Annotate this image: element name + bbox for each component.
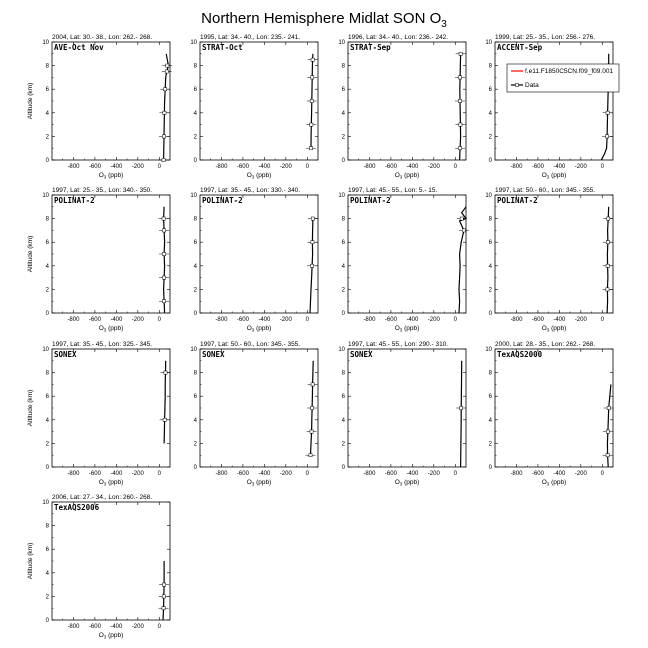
data-marker	[607, 406, 610, 409]
y-tick-label: 0	[341, 311, 345, 317]
x-tick-label: -400	[110, 624, 123, 630]
y-tick-label: 10	[485, 193, 492, 199]
data-marker	[310, 99, 313, 102]
y-tick-label: 8	[488, 63, 492, 70]
panel-13	[27, 494, 170, 640]
y-tick-label: 0	[193, 465, 197, 471]
x-tick-label: -200	[427, 471, 440, 477]
panel-frame	[52, 502, 170, 620]
x-tick-label: -200	[279, 164, 292, 170]
panel-6	[190, 187, 318, 333]
data-marker	[606, 111, 609, 114]
panel-header: 1997, Lat: 35.- 45., Lon: 330.- 340.	[200, 187, 301, 194]
panel-7	[338, 187, 469, 333]
y-tick-label: 4	[341, 263, 345, 270]
data-marker	[164, 371, 167, 374]
y-tick-label: 10	[42, 193, 49, 199]
y-tick-label: 10	[338, 347, 345, 353]
y-tick-label: 4	[193, 417, 197, 424]
y-tick-label: 6	[45, 394, 49, 401]
x-axis-label: $O_3$ (ppb)	[98, 325, 124, 333]
data-line	[164, 207, 165, 313]
x-tick-label: -800	[215, 164, 228, 170]
panel-frame	[348, 42, 466, 160]
x-tick-label: -600	[88, 471, 101, 477]
panel-frame	[495, 42, 613, 160]
legend-data-marker	[516, 84, 519, 87]
panel-frame	[495, 195, 613, 313]
x-tick-label: -200	[131, 624, 144, 630]
data-marker	[606, 454, 609, 457]
y-tick-label: 6	[45, 240, 49, 247]
data-marker	[163, 276, 166, 279]
y-tick-label: 0	[341, 158, 345, 164]
data-marker	[310, 430, 313, 433]
legend-model-label: f.e11.F1850C5CN.f09_f09.001	[525, 68, 614, 75]
data-marker	[163, 583, 166, 586]
x-tick-label: 0	[453, 317, 457, 323]
panel-frame	[200, 42, 318, 160]
x-tick-label: -200	[574, 164, 587, 170]
y-tick-label: 0	[45, 465, 49, 471]
x-tick-label: 0	[453, 471, 457, 477]
x-tick-label: -600	[384, 317, 397, 323]
y-tick-label: 4	[193, 263, 197, 270]
panel-5	[27, 187, 170, 333]
panel-title: POLINAT-2	[202, 196, 243, 205]
y-tick-label: 8	[45, 370, 49, 377]
y-tick-label: 8	[488, 370, 492, 377]
x-tick-label: -600	[531, 317, 544, 323]
data-marker	[606, 430, 609, 433]
y-tick-label: 10	[190, 347, 197, 353]
data-marker	[310, 123, 313, 126]
y-tick-label: 0	[45, 158, 49, 164]
y-tick-label: 10	[338, 193, 345, 199]
data-marker	[311, 58, 314, 61]
y-tick-label: 6	[341, 240, 345, 247]
data-marker	[162, 135, 165, 138]
x-axis-label: $O_3$ (ppb)	[246, 325, 272, 333]
y-tick-label: 8	[341, 63, 345, 70]
x-tick-label: -400	[110, 317, 123, 323]
y-tick-label: 0	[488, 465, 492, 471]
panel-header: 1997, Lat: 50.- 60., Lon: 345.- 355.	[495, 187, 596, 194]
y-tick-label: 10	[190, 40, 197, 46]
x-tick-label: -800	[215, 471, 228, 477]
y-axis-label: Altitude (km)	[27, 542, 34, 580]
data-marker	[311, 264, 314, 267]
y-tick-label: 2	[193, 134, 197, 141]
y-tick-label: 0	[45, 311, 49, 317]
panels	[27, 34, 619, 640]
y-tick-label: 0	[488, 158, 492, 164]
y-tick-label: 4	[45, 263, 49, 270]
data-marker	[311, 76, 314, 79]
legend	[507, 64, 619, 92]
panel-title: POLINAT-2	[497, 196, 538, 205]
y-axis-label: Altitude (km)	[27, 235, 34, 273]
y-tick-label: 2	[45, 287, 49, 294]
panel-title: POLINAT-2	[54, 196, 95, 205]
data-marker	[163, 300, 166, 303]
x-tick-label: -600	[236, 164, 249, 170]
y-tick-label: 2	[341, 287, 345, 294]
data-marker	[458, 99, 461, 102]
data-marker	[309, 454, 312, 457]
y-tick-label: 4	[45, 417, 49, 424]
x-tick-label: 0	[305, 317, 309, 323]
x-tick-label: -400	[258, 317, 271, 323]
x-tick-label: -800	[67, 317, 80, 323]
y-tick-label: 8	[488, 216, 492, 223]
x-tick-label: -400	[110, 164, 123, 170]
x-tick-label: 0	[600, 317, 604, 323]
panel-title: SONEX	[54, 350, 77, 359]
panel-title: ACCENT-Sep	[497, 43, 543, 52]
x-tick-label: -200	[279, 317, 292, 323]
y-tick-label: 2	[193, 287, 197, 294]
y-tick-label: 2	[45, 441, 49, 448]
x-tick-label: 0	[600, 471, 604, 477]
panel-header: 2004, Lat: 30.- 38., Lon: 262.- 268.	[52, 34, 153, 41]
data-line	[163, 561, 164, 620]
panel-title: STRAT-Oct	[202, 43, 243, 52]
y-tick-label: 6	[45, 87, 49, 94]
x-tick-label: -600	[88, 164, 101, 170]
panel-title: TexAQS2000	[497, 350, 543, 359]
panel-title: STRAT-Sep	[350, 43, 391, 52]
data-line	[459, 207, 466, 313]
data-line	[461, 361, 462, 467]
x-axis-label: $O_3$ (ppb)	[394, 479, 420, 487]
panel-header: 1997, Lat: 25.- 35., Lon: 340.- 350.	[52, 187, 153, 194]
x-axis-label: $O_3$ (ppb)	[98, 172, 124, 180]
y-tick-label: 10	[485, 40, 492, 46]
x-axis-label: $O_3$ (ppb)	[246, 172, 272, 180]
y-tick-label: 4	[193, 110, 197, 117]
data-marker	[606, 264, 609, 267]
y-tick-label: 0	[341, 465, 345, 471]
y-tick-label: 4	[488, 263, 492, 270]
y-tick-label: 4	[341, 417, 345, 424]
y-axis-label: Altitude (km)	[27, 389, 34, 427]
data-marker	[459, 147, 462, 150]
x-tick-label: -200	[131, 164, 144, 170]
panel-title: TexAQS2006	[54, 503, 100, 512]
x-axis-label: $O_3$ (ppb)	[98, 632, 124, 640]
data-marker	[311, 383, 314, 386]
panel-frame	[52, 349, 170, 467]
y-tick-label: 4	[488, 110, 492, 117]
x-tick-label: -800	[215, 317, 228, 323]
panel-frame	[348, 195, 466, 313]
panel-9	[27, 341, 170, 487]
panel-header: 1997, Lat: 45.- 55., Lon: 290.- 310.	[348, 341, 449, 348]
data-marker	[162, 158, 165, 161]
y-tick-label: 6	[488, 87, 492, 94]
y-tick-label: 4	[45, 570, 49, 577]
y-tick-label: 2	[341, 134, 345, 141]
legend-data-label: Data	[525, 82, 539, 89]
panel-header: 2000, Lat: 28.- 35., Lon: 262.- 268.	[495, 341, 596, 348]
y-tick-label: 4	[488, 417, 492, 424]
panel-title: AVE-Oct Nov	[54, 43, 104, 52]
data-marker	[165, 70, 168, 73]
x-tick-label: -800	[510, 471, 523, 477]
x-axis-label: $O_3$ (ppb)	[394, 172, 420, 180]
data-marker	[606, 241, 609, 244]
data-marker	[462, 229, 465, 232]
y-tick-label: 6	[341, 394, 345, 401]
y-tick-label: 8	[45, 63, 49, 70]
y-tick-label: 8	[193, 216, 197, 223]
y-tick-label: 10	[42, 500, 49, 506]
data-marker	[162, 595, 165, 598]
data-marker	[164, 88, 167, 91]
panel-10	[190, 341, 318, 487]
y-tick-label: 6	[193, 394, 197, 401]
x-tick-label: -400	[406, 317, 419, 323]
y-tick-label: 0	[193, 311, 197, 317]
data-marker	[459, 123, 462, 126]
y-tick-label: 4	[341, 110, 345, 117]
x-axis-label: $O_3$ (ppb)	[541, 325, 567, 333]
y-tick-label: 0	[488, 311, 492, 317]
data-marker	[162, 217, 165, 220]
y-tick-label: 6	[193, 240, 197, 247]
y-tick-label: 2	[45, 594, 49, 601]
panel-frame	[348, 349, 466, 467]
y-tick-label: 10	[42, 347, 49, 353]
panel-header: 1999, Lat: 25.- 35., Lon: 256.- 276.	[495, 34, 596, 41]
panel-4	[485, 34, 619, 180]
y-tick-label: 8	[45, 523, 49, 530]
x-tick-label: -600	[88, 317, 101, 323]
y-tick-label: 6	[193, 87, 197, 94]
x-axis-label: $O_3$ (ppb)	[98, 479, 124, 487]
data-marker	[460, 406, 463, 409]
y-tick-label: 4	[45, 110, 49, 117]
y-axis-label: Altitude (km)	[27, 82, 34, 120]
data-marker	[607, 217, 610, 220]
data-marker	[606, 135, 609, 138]
panel-header: 1997, Lat: 50.- 60., Lon: 345.- 355.	[200, 341, 301, 348]
panel-2	[190, 34, 318, 180]
x-tick-label: -800	[363, 317, 376, 323]
y-tick-label: 6	[488, 394, 492, 401]
data-marker	[309, 147, 312, 150]
x-tick-label: -200	[574, 471, 587, 477]
x-tick-label: -600	[88, 624, 101, 630]
panel-12	[485, 341, 613, 487]
x-tick-label: -600	[236, 471, 249, 477]
x-tick-label: 0	[600, 164, 604, 170]
panel-8	[485, 187, 613, 333]
x-tick-label: -800	[67, 624, 80, 630]
panel-header: 2006, Lat: 27.- 34., Lon: 260.- 268.	[52, 494, 153, 501]
panel-frame	[495, 349, 613, 467]
panel-header: 1995, Lat: 34.- 40., Lon: 235.- 241.	[200, 34, 301, 41]
y-tick-label: 8	[45, 216, 49, 223]
x-tick-label: -600	[384, 471, 397, 477]
x-tick-label: -200	[131, 317, 144, 323]
x-tick-label: -200	[427, 317, 440, 323]
x-tick-label: -400	[406, 164, 419, 170]
y-tick-label: 2	[193, 441, 197, 448]
panel-header: 1997, Lat: 45.- 55., Lon: 5.- 15.	[348, 187, 438, 194]
y-tick-label: 2	[488, 134, 492, 141]
y-tick-label: 10	[42, 40, 49, 46]
panel-frame	[200, 349, 318, 467]
y-tick-label: 10	[190, 193, 197, 199]
x-tick-label: -200	[279, 471, 292, 477]
panel-frame	[200, 195, 318, 313]
x-tick-label: -200	[427, 164, 440, 170]
panel-1	[27, 34, 172, 180]
x-axis-label: $O_3$ (ppb)	[541, 172, 567, 180]
x-tick-label: -200	[131, 471, 144, 477]
y-tick-label: 6	[341, 87, 345, 94]
x-axis-label: $O_3$ (ppb)	[246, 479, 272, 487]
y-tick-label: 6	[45, 547, 49, 554]
x-tick-label: -800	[510, 317, 523, 323]
data-marker	[163, 252, 166, 255]
x-tick-label: -400	[258, 471, 271, 477]
x-axis-label: $O_3$ (ppb)	[541, 479, 567, 487]
y-tick-label: 10	[485, 347, 492, 353]
x-tick-label: -400	[258, 164, 271, 170]
x-tick-label: -400	[110, 471, 123, 477]
x-tick-label: -600	[531, 164, 544, 170]
panel-header: 1996, Lat: 34.- 40., Lon: 236.- 242.	[348, 34, 449, 41]
y-tick-label: 2	[488, 441, 492, 448]
data-marker	[163, 111, 166, 114]
panel-header: 1997, Lat: 35.- 45., Lon: 325.- 345.	[52, 341, 153, 348]
data-marker	[166, 64, 169, 67]
data-marker	[459, 52, 462, 55]
y-tick-label: 2	[488, 287, 492, 294]
data-marker	[162, 607, 165, 610]
x-tick-label: -400	[406, 471, 419, 477]
panel-frame	[52, 195, 170, 313]
x-tick-label: -800	[67, 164, 80, 170]
data-marker	[311, 217, 314, 220]
data-marker	[311, 241, 314, 244]
x-tick-label: -800	[67, 471, 80, 477]
x-axis-label: $O_3$ (ppb)	[394, 325, 420, 333]
y-tick-label: 6	[488, 240, 492, 247]
panel-3	[338, 34, 466, 180]
panel-11	[338, 341, 466, 487]
y-tick-label: 10	[338, 40, 345, 46]
data-marker	[459, 76, 462, 79]
x-tick-label: -400	[553, 471, 566, 477]
y-tick-label: 2	[341, 441, 345, 448]
data-marker	[163, 418, 166, 421]
figure-title: Northern Hemisphere Midlat SON $O_3$	[201, 10, 447, 30]
data-marker	[460, 217, 463, 220]
y-tick-label: 8	[341, 216, 345, 223]
x-tick-label: -600	[531, 471, 544, 477]
panel-frame	[52, 42, 170, 160]
y-tick-label: 0	[45, 618, 49, 624]
data-marker	[606, 288, 609, 291]
panel-title: POLINAT-2	[350, 196, 391, 205]
y-tick-label: 8	[193, 63, 197, 70]
x-tick-label: 0	[453, 164, 457, 170]
data-line	[607, 207, 609, 313]
x-tick-label: -200	[574, 317, 587, 323]
x-tick-label: -400	[553, 164, 566, 170]
x-tick-label: 0	[157, 164, 161, 170]
panel-title: SONEX	[350, 350, 373, 359]
y-tick-label: 8	[193, 370, 197, 377]
x-tick-label: -800	[363, 471, 376, 477]
x-tick-label: 0	[305, 471, 309, 477]
x-tick-label: 0	[157, 317, 161, 323]
x-tick-label: -600	[236, 317, 249, 323]
x-tick-label: -800	[363, 164, 376, 170]
x-tick-label: 0	[305, 164, 309, 170]
data-marker	[311, 406, 314, 409]
panel-title: SONEX	[202, 350, 225, 359]
y-tick-label: 2	[45, 134, 49, 141]
x-tick-label: -800	[510, 164, 523, 170]
x-tick-label: -400	[553, 317, 566, 323]
x-tick-label: 0	[157, 624, 161, 630]
x-tick-label: -600	[384, 164, 397, 170]
y-tick-label: 8	[341, 370, 345, 377]
data-marker	[163, 229, 166, 232]
x-tick-label: 0	[157, 471, 161, 477]
y-tick-label: 0	[193, 158, 197, 164]
data-line	[460, 54, 461, 160]
